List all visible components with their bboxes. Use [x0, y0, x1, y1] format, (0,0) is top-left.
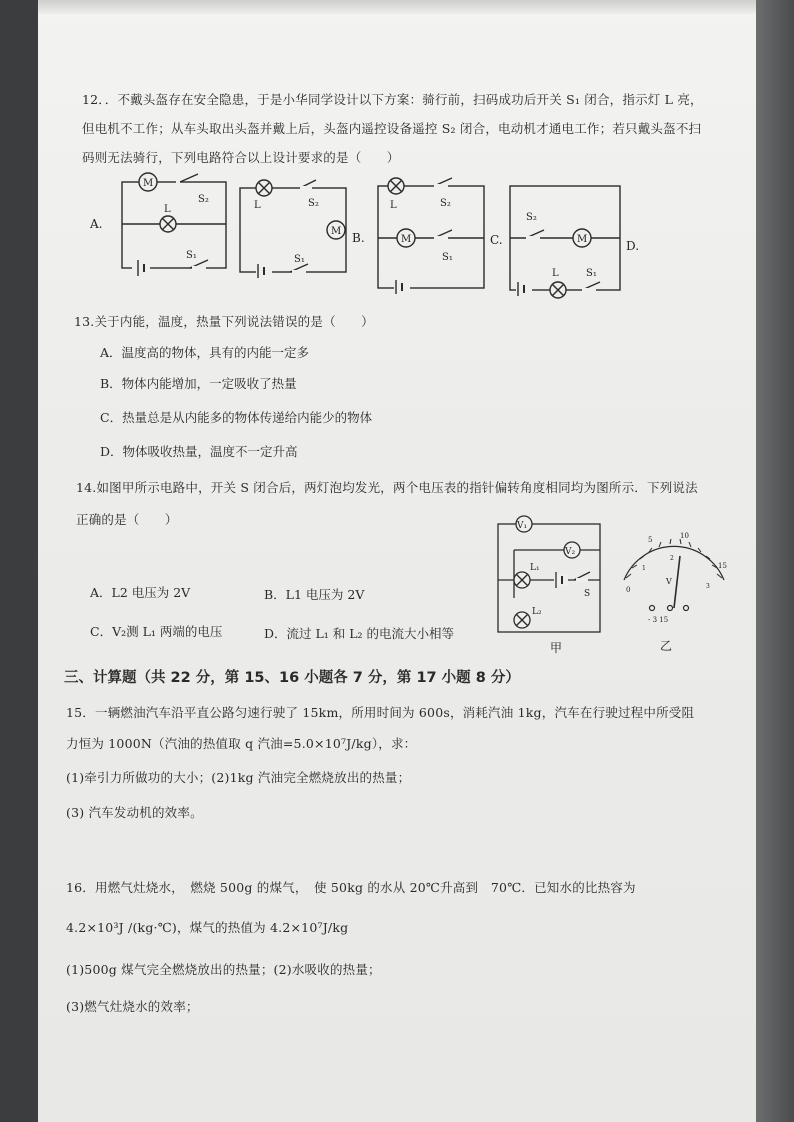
circuit-c-motor-label: M — [401, 234, 412, 245]
circuit-d-s1-label: S₁ — [586, 268, 597, 279]
dial-terminals: - 3 15 — [648, 616, 669, 624]
circuit-d — [510, 186, 639, 298]
circuit-c — [378, 178, 503, 294]
dial-tick-15: 15 — [718, 562, 727, 570]
circuit-a-motor-label: M — [143, 178, 154, 189]
q16-line-1: 16．用燃气灶烧水， 燃烧 500g 的煤气， 使 50kg 的水从 20℃升高到 70℃．已知水的比热容为 — [66, 880, 636, 895]
q12-line-3: 码则无法骑行，下列电路符合以上设计要求的是（ ） — [82, 150, 400, 165]
dial-tick-10: 10 — [680, 532, 689, 540]
circuit-d-lamp-label: L — [552, 268, 559, 279]
circuit-a-lamp-label: L — [164, 204, 171, 215]
circuit-d-label: D. — [626, 239, 640, 253]
paper-right-edge — [756, 0, 794, 1122]
circuit-d-motor-label: M — [577, 234, 588, 245]
q12-line-1: 12．．不戴头盔存在安全隐患，于是小华同学设计以下方案：骑行前，扫码成功后开关 S₁ 闭合，指示灯 L 亮， — [82, 92, 703, 107]
q14-figure-jia — [492, 510, 612, 660]
q14-figure-yi — [614, 528, 734, 658]
q16-line-3: (1)500g 煤气完全燃烧放出的热量；(2)水吸收的热量； — [66, 962, 381, 977]
circuit-b-label: B. — [352, 231, 365, 245]
q13-option-a: A．温度高的物体，具有的内能一定多 — [100, 345, 310, 360]
jia-l1-label: L₁ — [530, 563, 540, 573]
jia-v2-label: V₂ — [565, 547, 576, 557]
circuit-c-s2-label: S₂ — [440, 198, 451, 209]
q15-line-1: 15．一辆燃油汽车沿平直公路匀速行驶了 15km，所用时间为 600s，消耗汽油 1kg，汽车在行驶过程中所受阻 — [66, 705, 695, 720]
dial-inner-3: 3 — [706, 583, 710, 590]
figure-yi-caption: 乙 — [660, 639, 673, 653]
q13-option-d: D．物体吸收热量，温度不一定升高 — [100, 444, 298, 459]
q15-line-4: (3) 汽车发动机的效率。 — [66, 805, 203, 820]
q12-circuit-diagrams — [90, 168, 654, 298]
circuit-b-s1-label: S₁ — [294, 254, 305, 265]
dial-tick-0: 0 — [626, 586, 631, 594]
q14-line-1: 14.如图甲所示电路中，开关 S 闭合后，两灯泡均发光，两个电压表的指针偏转角度相同均为图所示．下列说法 — [76, 480, 698, 495]
circuit-b-lamp-label: L — [254, 200, 261, 211]
circuit-b-s2-label: S₂ — [308, 198, 319, 209]
q14-option-a: A．L2 电压为 2V — [90, 585, 191, 600]
q14-option-c: C．V₂测 L₁ 两端的电压 — [90, 624, 223, 639]
jia-v1-label: V₁ — [517, 521, 528, 531]
q15-line-3: (1)牵引力所做功的大小；(2)1kg 汽油完全燃烧放出的热量； — [66, 770, 411, 785]
circuit-a — [89, 173, 226, 276]
dial-tick-5: 5 — [648, 536, 653, 544]
q13-stem: 13.关于内能，温度，热量下列说法错误的是（ ） — [74, 314, 374, 329]
jia-l2-label: L₂ — [532, 607, 542, 617]
circuit-d-s2-label: S₂ — [526, 212, 537, 223]
paper-top-shadow — [38, 0, 756, 14]
circuit-a-s1-label: S₁ — [186, 250, 197, 261]
circuit-a-s2-label: S₂ — [198, 194, 209, 205]
circuit-a-label: A. — [90, 217, 103, 231]
q16-line-4: (3)燃气灶烧水的效率； — [66, 999, 199, 1014]
circuit-c-s1-label: S₁ — [442, 252, 453, 263]
jia-s-label: S — [584, 589, 591, 599]
dial-inner-1: 1 — [642, 565, 646, 572]
q13-option-c: C．热量总是从内能多的物体传递给内能少的物体 — [100, 410, 373, 425]
figure-jia-caption: 甲 — [550, 641, 563, 655]
q16-line-2: 4.2×10³J /(kg·℃)，煤气的热值为 4.2×10⁷J/kg — [66, 920, 349, 935]
q12-line-2: 但电机不工作；从车头取出头盔并戴上后，头盔内遥控设备遥控 S₂ 闭合，电动机才通电工作；若只戴头盔不扫 — [82, 121, 702, 136]
q13-option-b: B．物体内能增加，一定吸收了热量 — [100, 376, 297, 391]
dial-unit: V — [666, 577, 672, 586]
circuit-c-lamp-label: L — [390, 200, 397, 211]
dial-needle — [674, 556, 680, 608]
section-3-heading: 三、计算题（共 22 分，第 15、16 小题各 7 分，第 17 小题 8 分） — [64, 670, 520, 686]
q15-line-2: 力恒为 1000N（汽油的热值取 q 汽油=5.0×10⁷J/kg），求： — [66, 736, 417, 751]
circuit-b-motor-label: M — [331, 226, 342, 237]
circuit-b — [240, 180, 365, 278]
dial-inner-2: 2 — [670, 555, 674, 562]
q14-option-d: D．流过 L₁ 和 L₂ 的电流大小相等 — [264, 626, 455, 641]
q14-option-b: B．L1 电压为 2V — [264, 587, 365, 602]
q14-line-2: 正确的是（ ） — [76, 512, 178, 527]
circuit-c-label: C. — [490, 233, 503, 247]
